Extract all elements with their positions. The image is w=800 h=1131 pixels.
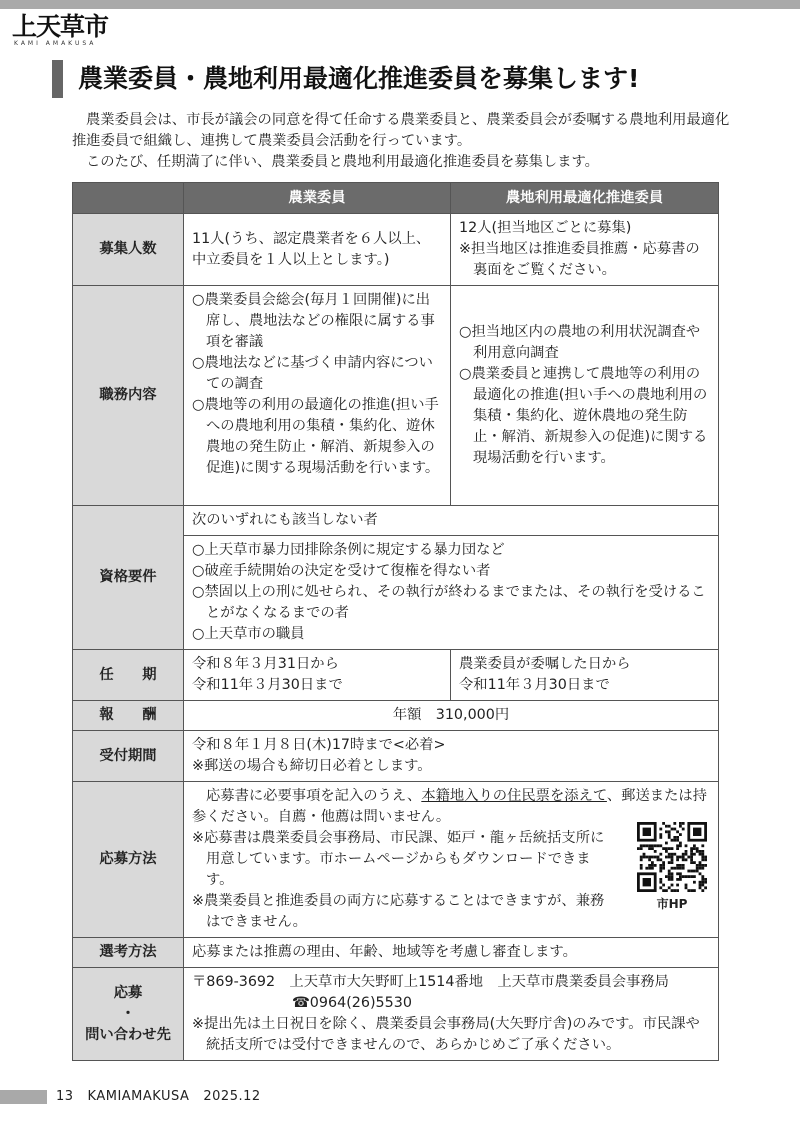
shokumu-suishin-item-2: ○農業委員と連携して農地等の利用の最適化の推進(担い手への農地利用の集積・集約化、遊休農地の発生防止・解消、新規参入の促進)に関する現場活動を行います。 (459, 366, 708, 466)
oubo-text-pre: 応募書に必要事項を記入のうえ、 (206, 788, 422, 804)
row-label-uketsuke: 受付期間 (73, 731, 184, 782)
row-oubo (73, 782, 719, 938)
shokumu-nogyo-item-2: ○農地法などに基づく申請内容についての調査 (192, 355, 433, 392)
shikaku-item-2: ○破産手続開始の決定を受けて復権を得ない者 (192, 563, 491, 579)
page-number: 13 (56, 1089, 74, 1104)
logo-text: 上天草市 (12, 12, 109, 41)
oubo-cell (184, 782, 719, 938)
row-toiawase (73, 968, 719, 1061)
oubo-text-underline: 本籍地入りの住民票を添えて (421, 788, 607, 804)
shikaku-item-4: ○上天草市の職員 (192, 626, 305, 642)
row-shokumu (73, 286, 719, 506)
row-label-hoshu: 報 酬 (73, 701, 184, 731)
row-label-boshu: 募集人数 (73, 214, 184, 286)
row-label-toiawase (73, 968, 184, 1061)
header-row (73, 183, 719, 214)
intro-paragraph-1: 農業委員会は、市長が議会の同意を得て任命する農業委員と、農業委員会が委嘱する農地利用最適化推進委員で組織し、連携して農業委員会活動を行っています。 (72, 112, 730, 149)
oubo-note-2: ※農業委員と推進委員の両方に応募することはできますが、兼務はできません。 (192, 893, 605, 930)
qr-caption: 市HP (656, 897, 688, 911)
row-label-shikaku: 資格要件 (73, 506, 184, 650)
oubo-notes (192, 828, 616, 933)
top-bar (0, 0, 800, 9)
oubo-main-text (192, 786, 710, 828)
uketsuke-note: ※郵送の場合も締切日必着とします。 (192, 758, 432, 774)
ninki-suishin (451, 650, 719, 701)
boshu-suishin-main: 12人(担当地区ごとに募集) (459, 220, 632, 236)
oubo-note-1: ※応募書は農業委員会事務局、市民課、姫戸・龍ヶ岳統括支所に用意しています。市ホームページからもダウンロードできます。 (192, 830, 605, 888)
toiawase-tel: ☎0964(26)5530 (292, 995, 412, 1011)
qr-code[interactable] (636, 822, 708, 915)
qr-code-icon (637, 822, 707, 892)
footer (56, 1088, 275, 1106)
row-shikaku-lead (73, 506, 719, 536)
ninki-suishin-from: 農業委員が委嘱した日から (459, 656, 631, 672)
row-hoshu (73, 701, 719, 731)
intro-text (72, 110, 734, 173)
row-label-ninki: 任 期 (73, 650, 184, 701)
page-title: 農業委員・農地利用最適化推進委員を募集します! (78, 64, 640, 93)
ninki-nogyo (184, 650, 451, 701)
shokumu-suishin-item-1: ○担当地区内の農地の利用状況調査や利用意向調査 (459, 324, 701, 361)
boshu-nogyo: 11人(うち、認定農業者を６人以上、中立委員を１人以上とします。) (184, 214, 451, 286)
uketsuke-deadline: 令和８年１月８日(木)17時まで<必着> (192, 737, 446, 753)
footer-bar (0, 1090, 47, 1104)
shokumu-nogyo-item-1: ○農業委員会総会(毎月１回開催)に出席し、農地法などの権限に属する事項を審議 (192, 292, 435, 350)
shokumu-nogyo-item-3: ○農地等の利用の最適化の推進(担い手への農地利用の集積・集約化、遊休農地の発生防止・解消、新規参入の促進)に関する現場活動を行います。 (192, 397, 440, 476)
recruitment-table (72, 182, 719, 1061)
row-uketsuke (73, 731, 719, 782)
intro-paragraph-2: このたび、任期満了に伴い、農業委員と農地利用最適化推進委員を募集します。 (86, 154, 599, 170)
shokumu-nogyo (184, 286, 451, 506)
toiawase-note: ※提出先は土日祝日を除く、農業委員会事務局(大矢野庁舎)のみです。市民課や統括支所では受付できませんので、あらかじめご了承ください。 (192, 1016, 700, 1053)
shikaku-items (184, 536, 719, 650)
row-senko (73, 938, 719, 968)
col-header-suishin: 農地利用最適化推進委員 (451, 183, 719, 214)
shokumu-suishin (451, 286, 719, 506)
boshu-suishin-note: ※担当地区は推進委員推薦・応募書の裏面をご覧ください。 (459, 241, 700, 278)
row-label-shokumu: 職務内容 (73, 286, 184, 506)
row-boshu (73, 214, 719, 286)
city-logo (12, 13, 122, 45)
toiawase-label-line-3: 問い合わせ先 (85, 1026, 171, 1043)
oubo-text-post: 、郵送または持参ください。自薦・他薦は問いません。 (192, 788, 707, 825)
shikaku-lead: 次のいずれにも該当しない者 (184, 506, 719, 536)
uketsuke-cell (184, 731, 719, 782)
toiawase-label-line-2: ・ (120, 1005, 136, 1022)
hoshu-value: 年額 310,000円 (184, 701, 719, 731)
col-header-nogyo: 農業委員 (184, 183, 451, 214)
senko-value: 応募または推薦の理由、年齢、地域等を考慮し審査します。 (184, 938, 719, 968)
shikaku-item-1: ○上天草市暴力団排除条例に規定する暴力団など (192, 542, 505, 558)
toiawase-label-line-1: 応募 (113, 984, 143, 1001)
oubo-content (192, 786, 710, 933)
issue-date: 2025.12 (203, 1089, 261, 1104)
ninki-suishin-to: 令和11年３月30日まで (459, 677, 610, 693)
logo-subtext: KAMI AMAKUSA (14, 40, 97, 47)
ninki-nogyo-to: 令和11年３月30日まで (192, 677, 343, 693)
row-label-senko: 選考方法 (73, 938, 184, 968)
title-block (52, 60, 752, 98)
corner-cell (73, 183, 184, 214)
row-label-oubo: 応募方法 (73, 782, 184, 938)
title-accent-bar (52, 60, 63, 98)
row-ninki (73, 650, 719, 701)
magazine-name: KAMIAMAKUSA (87, 1089, 190, 1104)
shikaku-item-3: ○禁固以上の刑に処せられ、その執行が終わるまでまたは、その執行を受けることがなくなるまでの者 (192, 584, 706, 621)
toiawase-cell (184, 968, 719, 1061)
boshu-suishin (451, 214, 719, 286)
ninki-nogyo-from: 令和８年３月31日から (192, 656, 339, 672)
toiawase-address: 〒869-3692 上天草市大矢野町上1514番地 上天草市農業委員会事務局 (192, 974, 669, 990)
